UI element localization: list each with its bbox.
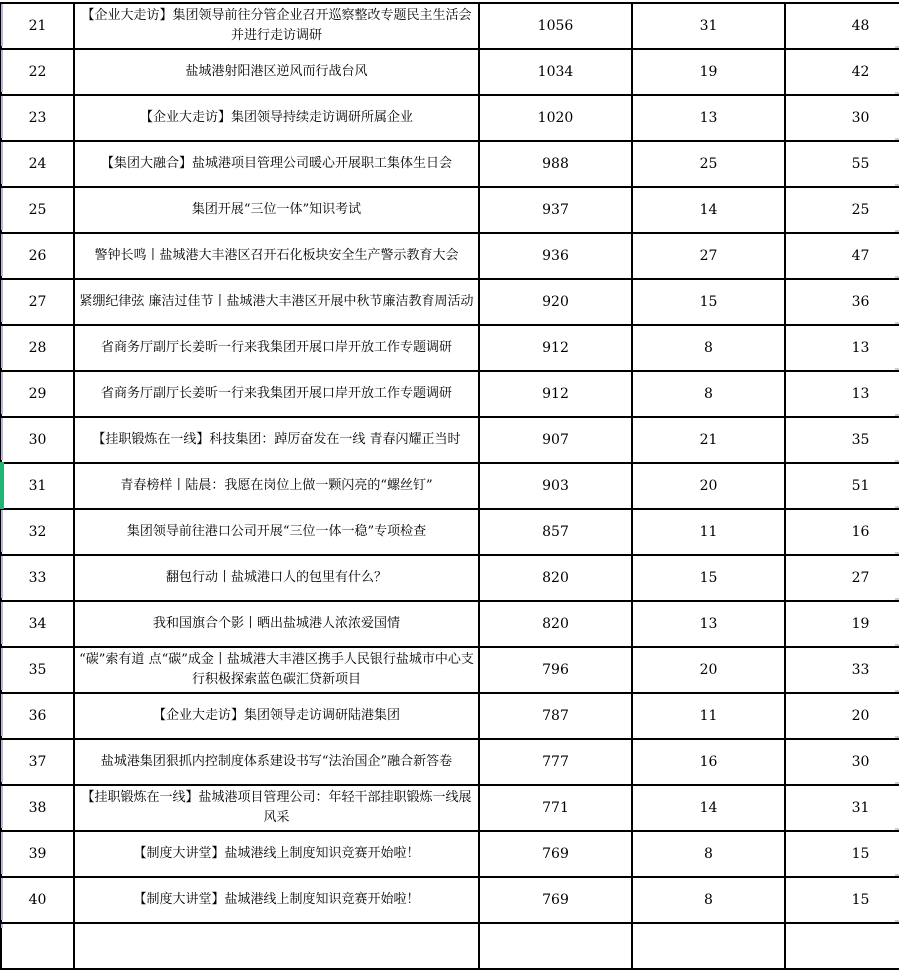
table-row <box>1 325 899 371</box>
row-number-cell[interactable]: 23 <box>1 95 74 141</box>
title-cell[interactable]: 省商务厅副厅长姜昕一行来我集团开展口岸开放工作专题调研 <box>74 371 479 417</box>
value-cell[interactable]: 769 <box>479 877 632 923</box>
row-number-cell[interactable]: 25 <box>1 187 74 233</box>
table-row <box>1 463 899 509</box>
row-number-cell[interactable]: 33 <box>1 555 74 601</box>
title-cell[interactable]: 【挂职锻炼在一线】盐城港项目管理公司：年轻干部挂职锻炼一线展风采 <box>74 785 479 831</box>
value-cell[interactable]: 20 <box>785 693 899 739</box>
row-number-cell[interactable]: 21 <box>1 3 74 49</box>
table-row <box>1 923 899 969</box>
value-cell[interactable]: 771 <box>479 785 632 831</box>
table-row <box>1 233 899 279</box>
title-cell[interactable]: 翻包行动丨盐城港口人的包里有什么？ <box>74 555 479 601</box>
title-cell[interactable]: 【集团大融合】盐城港项目管理公司暖心开展职工集体生日会 <box>74 141 479 187</box>
table-row <box>1 647 899 693</box>
value-cell[interactable]: 1020 <box>479 95 632 141</box>
selected-row-indicator <box>0 462 4 509</box>
value-cell[interactable]: 30 <box>785 739 899 785</box>
title-cell[interactable]: 盐城港射阳港区逆风而行战台风 <box>74 49 479 95</box>
content-table <box>0 2 899 970</box>
title-cell[interactable]: 省商务厅副厅长姜昕一行来我集团开展口岸开放工作专题调研 <box>74 325 479 371</box>
row-number-cell[interactable]: 40 <box>1 877 74 923</box>
value-cell[interactable]: 15 <box>632 555 785 601</box>
value-cell[interactable]: 31 <box>785 785 899 831</box>
table-row <box>1 877 899 923</box>
title-cell[interactable]: 我和国旗合个影丨晒出盐城港人浓浓爱国情 <box>74 601 479 647</box>
table-row <box>1 417 899 463</box>
table-row <box>1 95 899 141</box>
value-cell[interactable]: 19 <box>785 601 899 647</box>
value-cell[interactable]: 15 <box>785 877 899 923</box>
table-row <box>1 693 899 739</box>
title-cell[interactable]: 盐城港集团狠抓内控制度体系建设书写“法治国企”融合新答卷 <box>74 739 479 785</box>
value-cell[interactable]: 15 <box>785 831 899 877</box>
title-cell[interactable]: 警钟长鸣丨盐城港大丰港区召开石化板块安全生产警示教育大会 <box>74 233 479 279</box>
table-row <box>1 371 899 417</box>
title-cell[interactable]: 青春榜样丨陆晨：我愿在岗位上做一颗闪亮的“螺丝钉” <box>74 463 479 509</box>
value-cell[interactable]: 11 <box>632 693 785 739</box>
table-row <box>1 3 899 49</box>
title-cell[interactable]: 【制度大讲堂】盐城港线上制度知识竞赛开始啦！ <box>74 877 479 923</box>
row-number-cell[interactable]: 28 <box>1 325 74 371</box>
table-row <box>1 785 899 831</box>
value-cell[interactable]: 16 <box>632 739 785 785</box>
value-cell[interactable]: 1034 <box>479 49 632 95</box>
value-cell[interactable]: 13 <box>785 325 899 371</box>
value-cell[interactable]: 769 <box>479 831 632 877</box>
value-cell[interactable]: 936 <box>479 233 632 279</box>
row-number-cell[interactable]: 36 <box>1 693 74 739</box>
row-number-cell[interactable]: 35 <box>1 647 74 693</box>
value-cell[interactable]: 820 <box>479 601 632 647</box>
title-cell[interactable]: 【企业大走访】集团领导走访调研陆港集团 <box>74 693 479 739</box>
value-cell[interactable]: 47 <box>785 233 899 279</box>
value-cell[interactable]: 8 <box>632 325 785 371</box>
value-cell[interactable]: 912 <box>479 325 632 371</box>
row-number-cell[interactable]: 39 <box>1 831 74 877</box>
title-cell[interactable]: 集团领导前往港口公司开展“三位一体一稳”专项检查 <box>74 509 479 555</box>
value-cell[interactable]: 796 <box>479 647 632 693</box>
table-row <box>1 739 899 785</box>
title-cell[interactable]: 【制度大讲堂】盐城港线上制度知识竞赛开始啦！ <box>74 831 479 877</box>
row-number-cell[interactable]: 37 <box>1 739 74 785</box>
value-cell[interactable]: 27 <box>785 555 899 601</box>
value-cell[interactable]: 920 <box>479 279 632 325</box>
value-cell[interactable] <box>785 923 899 969</box>
value-cell[interactable]: 988 <box>479 141 632 187</box>
table-row <box>1 279 899 325</box>
row-number-cell[interactable]: 24 <box>1 141 74 187</box>
value-cell[interactable]: 8 <box>632 371 785 417</box>
value-cell[interactable]: 33 <box>785 647 899 693</box>
value-cell[interactable]: 25 <box>632 141 785 187</box>
value-cell[interactable]: 25 <box>785 187 899 233</box>
value-cell[interactable] <box>479 923 632 969</box>
value-cell[interactable]: 27 <box>632 233 785 279</box>
row-number-cell[interactable]: 26 <box>1 233 74 279</box>
row-number-cell[interactable]: 38 <box>1 785 74 831</box>
value-cell[interactable]: 820 <box>479 555 632 601</box>
grid-line-stubs <box>895 2 899 928</box>
table-row <box>1 49 899 95</box>
value-cell[interactable]: 42 <box>785 49 899 95</box>
row-number-cell[interactable]: 22 <box>1 49 74 95</box>
value-cell[interactable]: 937 <box>479 187 632 233</box>
value-cell[interactable]: 15 <box>632 279 785 325</box>
value-cell[interactable]: 48 <box>785 3 899 49</box>
value-cell[interactable]: 16 <box>785 509 899 555</box>
table-row <box>1 509 899 555</box>
table-body <box>1 3 899 969</box>
value-cell[interactable]: 8 <box>632 877 785 923</box>
row-number-cell[interactable]: 27 <box>1 279 74 325</box>
row-number-cell[interactable]: 32 <box>1 509 74 555</box>
table-row <box>1 141 899 187</box>
title-cell[interactable]: 【挂职锻炼在一线】科技集团：踔厉奋发在一线 青春闪耀正当时 <box>74 417 479 463</box>
value-cell[interactable]: 11 <box>632 509 785 555</box>
title-cell[interactable]: “碳”索有道 点“碳”成金丨盐城港大丰港区携手人民银行盐城市中心支行积极探索蓝色碳汇贷新项目 <box>74 647 479 693</box>
title-cell[interactable]: 集团开展“三位一体”知识考试 <box>74 187 479 233</box>
value-cell[interactable]: 51 <box>785 463 899 509</box>
value-cell[interactable]: 19 <box>632 49 785 95</box>
title-cell[interactable]: 【企业大走访】集团领导持续走访调研所属企业 <box>74 95 479 141</box>
title-cell[interactable]: 【企业大走访】集团领导前往分管企业召开巡察整改专题民主生活会并进行走访调研 <box>74 3 479 49</box>
value-cell[interactable]: 55 <box>785 141 899 187</box>
value-cell[interactable] <box>632 923 785 969</box>
value-cell[interactable]: 912 <box>479 371 632 417</box>
table-row <box>1 187 899 233</box>
value-cell[interactable]: 13 <box>632 95 785 141</box>
row-number-cell[interactable]: 34 <box>1 601 74 647</box>
value-cell[interactable]: 907 <box>479 417 632 463</box>
value-cell[interactable]: 787 <box>479 693 632 739</box>
table-row <box>1 831 899 877</box>
value-cell[interactable]: 8 <box>632 831 785 877</box>
table-row <box>1 601 899 647</box>
value-cell[interactable]: 30 <box>785 95 899 141</box>
value-cell[interactable]: 35 <box>785 417 899 463</box>
value-cell[interactable]: 777 <box>479 739 632 785</box>
title-cell[interactable]: 紧绷纪律弦 廉洁过佳节丨盐城港大丰港区开展中秋节廉洁教育周活动 <box>74 279 479 325</box>
value-cell[interactable]: 13 <box>632 601 785 647</box>
table-row <box>1 555 899 601</box>
value-cell[interactable]: 903 <box>479 463 632 509</box>
value-cell[interactable]: 857 <box>479 509 632 555</box>
row-number-cell[interactable] <box>1 923 74 969</box>
value-cell[interactable]: 36 <box>785 279 899 325</box>
value-cell[interactable]: 31 <box>632 3 785 49</box>
value-cell[interactable]: 20 <box>632 647 785 693</box>
value-cell[interactable]: 20 <box>632 463 785 509</box>
value-cell[interactable]: 1056 <box>479 3 632 49</box>
row-number-cell[interactable]: 30 <box>1 417 74 463</box>
value-cell[interactable]: 14 <box>632 785 785 831</box>
row-number-cell[interactable]: 31 <box>1 463 74 509</box>
value-cell[interactable]: 13 <box>785 371 899 417</box>
value-cell[interactable]: 14 <box>632 187 785 233</box>
value-cell[interactable]: 21 <box>632 417 785 463</box>
title-cell[interactable] <box>74 923 479 969</box>
row-number-cell[interactable]: 29 <box>1 371 74 417</box>
